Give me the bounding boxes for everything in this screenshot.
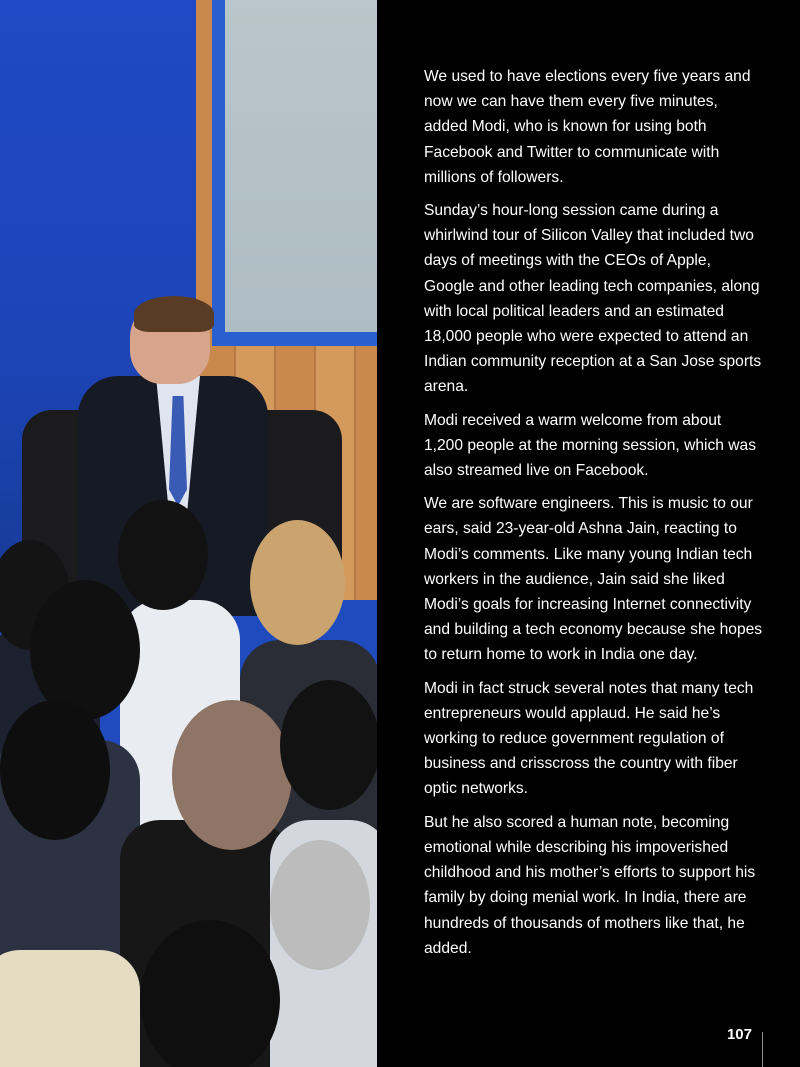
page-number: 107 <box>726 1026 752 1043</box>
article-paragraph: Sunday’s hour-long session came during a whirlwind tour of Silicon Valley that included two days of meetings with the CEOs of Apple, Google and other leading tech companies, along with local political leaders and an estimated 18,000 people who were expected to attend an Indian community reception at a San Jose sports arena. <box>424 202 762 396</box>
page-divider <box>762 1032 763 1067</box>
display-screen <box>225 0 377 332</box>
article-paragraph: But he also scored a human note, becoming emotional while describing his impoverished childhood and his mother’s efforts to support his family by doing menial work. In India, there are hundreds of thousands of mothers like that, he added. <box>424 813 756 957</box>
article-photo <box>0 0 377 1067</box>
audience-crowd <box>0 520 377 1067</box>
article-body <box>424 64 764 969</box>
article-paragraph: Modi received a warm welcome from about 1,200 people at the morning session, which was also streamed live on Facebook. <box>424 411 756 480</box>
article-paragraph: We are software engineers. This is music to our ears, said 23-year-old Ashna Jain, reacting to Modi’s comments. Like many young Indian tech workers in the audience, Jain said she liked Modi’s goals for increasing Internet connectivity and building a tech economy because she hopes to return home to work in India one day. <box>424 495 763 664</box>
article-paragraph: We used to have elections every five years and now we can have them every five minutes, added Modi, who is known for using both Facebook and Twitter to communicate with millions of followers. <box>424 68 751 186</box>
article-paragraph: Modi in fact struck several notes that many tech entrepreneurs would applaud. He said he’s working to reduce government regulation of business and crisscross the country with fiber optic networks. <box>424 679 754 798</box>
